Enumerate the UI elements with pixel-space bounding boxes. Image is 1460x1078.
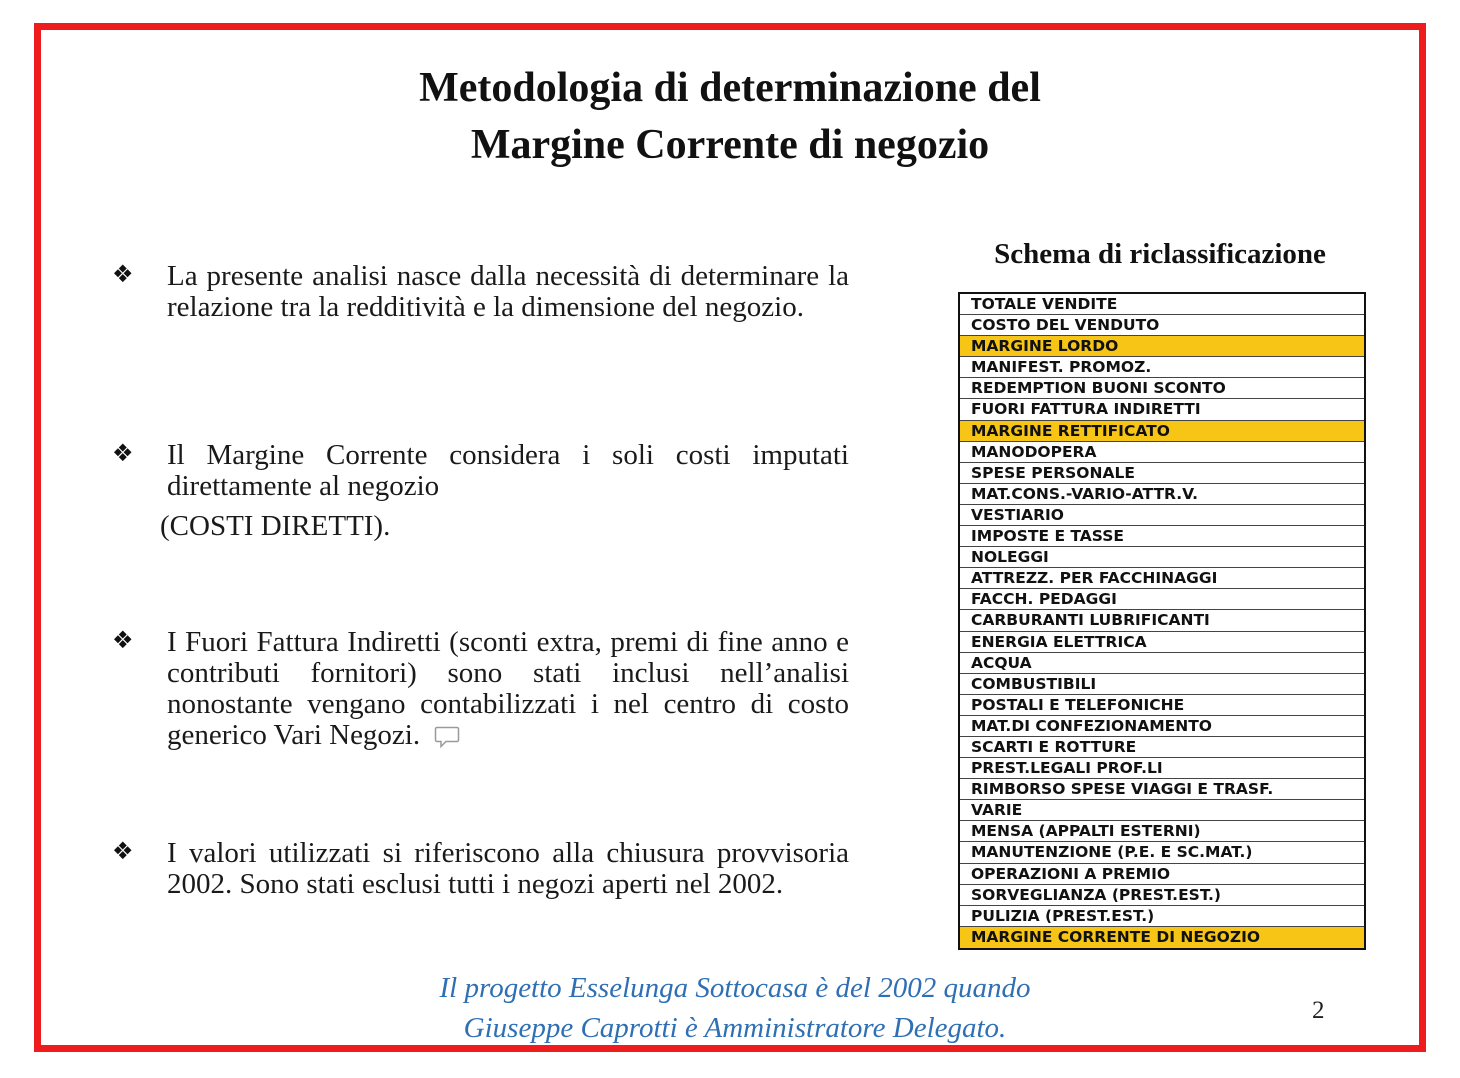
schema-row: PULIZIA (PREST.EST.)	[960, 906, 1364, 927]
schema-row: SPESE PERSONALE	[960, 463, 1364, 484]
schema-row: MENSA (APPALTI ESTERNI)	[960, 821, 1364, 842]
schema-table	[958, 292, 1366, 950]
diamond-bullet-icon: ❖	[112, 260, 134, 288]
schema-row: RIMBORSO SPESE VIAGGI E TRASF.	[960, 779, 1364, 800]
schema-row: OPERAZIONI A PREMIO	[960, 864, 1364, 885]
footer-note-line-2: Giuseppe Caprotti è Amministratore Delegato.	[463, 1012, 1007, 1044]
schema-row: FUORI FATTURA INDIRETTI	[960, 399, 1364, 420]
schema-row: MAT.DI CONFEZIONAMENTO	[960, 716, 1364, 737]
footer-note	[0, 968, 1460, 1048]
schema-row: NOLEGGI	[960, 547, 1364, 568]
schema-title: Schema di riclassificazione	[994, 238, 1326, 270]
schema-row: ATTREZZ. PER FACCHINAGGI	[960, 568, 1364, 589]
bullet-text	[167, 627, 849, 751]
slide-title-line-1: Metodologia di determinazione del	[419, 65, 1041, 111]
schema-row-highlight: MARGINE RETTIFICATO	[960, 421, 1364, 442]
bullet-text: Il Margine Corrente considera i soli costi imputati direttamente al negozio	[167, 439, 849, 502]
schema-row-highlight: MARGINE CORRENTE DI NEGOZIO	[960, 927, 1364, 948]
schema-row: COSTO DEL VENDUTO	[960, 315, 1364, 336]
schema-row: PREST.LEGALI PROF.LI	[960, 758, 1364, 779]
footer-note-line-1: Il progetto Esselunga Sottocasa è del 2002 quando	[439, 972, 1031, 1004]
schema-row: MANUTENZIONE (P.E. E SC.MAT.)	[960, 842, 1364, 863]
schema-row: SORVEGLIANZA (PREST.EST.)	[960, 885, 1364, 906]
schema-row: IMPOSTE E TASSE	[960, 526, 1364, 547]
bullet-extra-line: (COSTI DIRETTI).	[160, 510, 391, 542]
schema-row: MAT.CONS.-VARIO-ATTR.V.	[960, 484, 1364, 505]
speech-bubble-icon[interactable]	[434, 725, 460, 749]
schema-row: ACQUA	[960, 653, 1364, 674]
schema-row: TOTALE VENDITE	[960, 294, 1364, 315]
schema-row: COMBUSTIBILI	[960, 674, 1364, 695]
schema-row: MANODOPERA	[960, 442, 1364, 463]
schema-row: MANIFEST. PROMOZ.	[960, 357, 1364, 378]
schema-row: SCARTI E ROTTURE	[960, 737, 1364, 758]
diamond-bullet-icon: ❖	[112, 837, 134, 865]
schema-row-highlight: MARGINE LORDO	[960, 336, 1364, 357]
schema-row: ENERGIA ELETTRICA	[960, 632, 1364, 653]
slide-title-line-2: Margine Corrente di negozio	[470, 122, 990, 168]
schema-row: POSTALI E TELEFONICHE	[960, 695, 1364, 716]
bullet-text-content: I Fuori Fattura Indiretti (sconti extra, premi di fine anno e contributi fornitori) sono stati inclusi nell’analisi nonostante vengano contabilizzati i nel centro di costo generico Vari Negozi.	[167, 626, 849, 751]
page-number: 2	[1312, 997, 1325, 1024]
bullet-text: La presente analisi nasce dalla necessità di determinare la relazione tra la redditività e la dimensione del negozio.	[167, 260, 849, 323]
schema-row: CARBURANTI LUBRIFICANTI	[960, 610, 1364, 631]
schema-row: REDEMPTION BUONI SCONTO	[960, 378, 1364, 399]
slide-title	[0, 60, 1460, 174]
schema-row: FACCH. PEDAGGI	[960, 589, 1364, 610]
bullet-text: I valori utilizzati si riferiscono alla chiusura provvisoria 2002. Sono stati esclusi tutti i negozi aperti nel 2002.	[167, 837, 849, 900]
schema-row: VESTIARIO	[960, 505, 1364, 526]
diamond-bullet-icon: ❖	[112, 626, 134, 654]
diamond-bullet-icon: ❖	[112, 439, 134, 467]
schema-row: VARIE	[960, 800, 1364, 821]
